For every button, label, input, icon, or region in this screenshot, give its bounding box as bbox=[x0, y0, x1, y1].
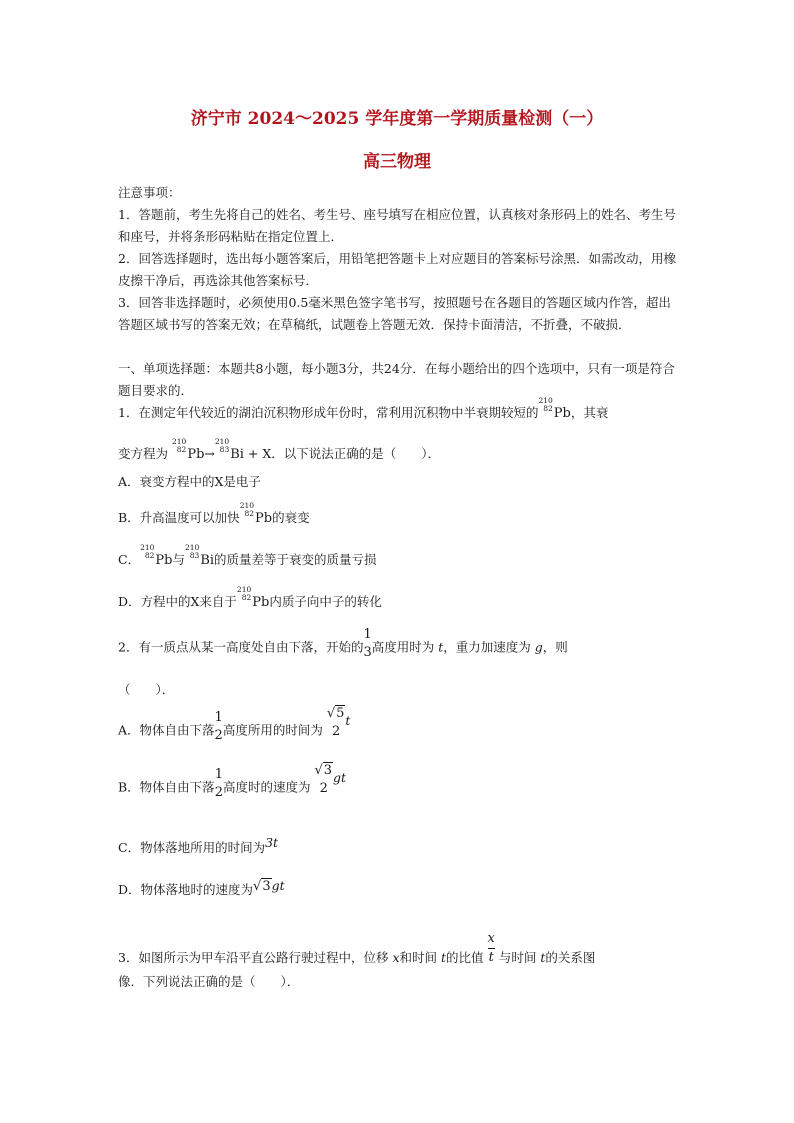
nuclide-pb: 210 82 Pb bbox=[538, 396, 571, 421]
exam-title: 济宁市 2024～2025 学年度第一学期质量检测（一） bbox=[190, 109, 604, 129]
notice-heading: 注意事项： bbox=[118, 185, 181, 200]
section-intro: 一、单项选择题：本题共8小题，每小题3分，共24分．在每小题给出的四个选项中，只有一项是符合题目要求的． bbox=[118, 361, 675, 398]
q2-option-c: C．物体落地所用的时间为3t bbox=[118, 835, 279, 855]
decay-equation: 210 82 Pb bbox=[172, 437, 205, 462]
q2-stem-line1: 2．有一质点从某一高度处自由下落，开始的 1 3 高度用时为 t，重力加速度为 g，则 bbox=[118, 627, 568, 660]
q1-option-a: A．衰变方程中的X是电子 bbox=[118, 474, 261, 489]
notice-item-1: 1．答题前，考生先将自己的姓名、考生号、座号填写在相应位置，认真核对条形码上的姓名、考生号和座号，并将条形码粘贴在指定位置上． bbox=[118, 207, 676, 244]
fraction-one-third: 1 3 bbox=[363, 627, 372, 660]
q3-stem-line2: 像．下列说法正确的是（ ）． bbox=[118, 974, 300, 989]
notice-item-3: 3．回答非选择题时，必须使用0.5毫米黑色签字笔书写，按照题号在各题目的答题区域内作答，超出答题区域书写的答案无效；在草稿纸，试题卷上答题无效．保持卡面清洁，不折叠，不破损． bbox=[118, 295, 671, 332]
q1-stem-line2: 变方程为 210 82 Pb→ 210 83 Bi + X．以下说法正确的是（ ）． bbox=[118, 444, 440, 465]
exam-subject: 高三物理 bbox=[363, 152, 431, 172]
q1-option-d: D．方程中的X来自于 210 82 Pb内质子向中子的转化 bbox=[118, 585, 382, 610]
q1-stem-line1: 1．在测定年代较近的湖泊沉积物形成年份时，常利用沉积物中半衰期较短的 210 82 Pb，其衰 bbox=[118, 403, 608, 424]
q1-option-b: B．升高温度可以加快 210 82 Pb的衰变 bbox=[118, 501, 310, 526]
q3-stem-line1: 3．如图所示为甲车沿平直公路行驶过程中，位移 x和时间 t的比值 $\frac{x}{t}$ 与时间 t的关系图 bbox=[118, 931, 596, 965]
q1-option-c: C． 210 82 Pb与 210 83 Bi的质量差等于衰变的质量亏损 bbox=[118, 543, 377, 568]
notice-item-2: 2．回答选择题时，选出每小题答案后，用铅笔把答题卡上对应题目的答案标号涂黑．如需改动，用橡皮擦干净后，再选涂其他答案标号． bbox=[118, 251, 676, 288]
arrow-icon: → bbox=[204, 446, 215, 461]
q2-stem-line2: （ ）． bbox=[118, 682, 175, 697]
q1-stem-text: 1．在测定年代较近的湖泊沉积物形成年份时，常利用沉积物中半衰期较短的 bbox=[118, 405, 539, 420]
q2-option-a: A．物体自由下落 1 2 高度所用的时间为 √5 2 t bbox=[118, 706, 351, 743]
fraction-x-over-t: $\frac{x}{t}$ bbox=[487, 931, 495, 965]
q2-option-d: D．物体落地时的速度为√3gt bbox=[118, 878, 285, 897]
q2-option-b: B．物体自由下落 1 2 高度时的速度为 √3 2 gt bbox=[118, 763, 347, 800]
